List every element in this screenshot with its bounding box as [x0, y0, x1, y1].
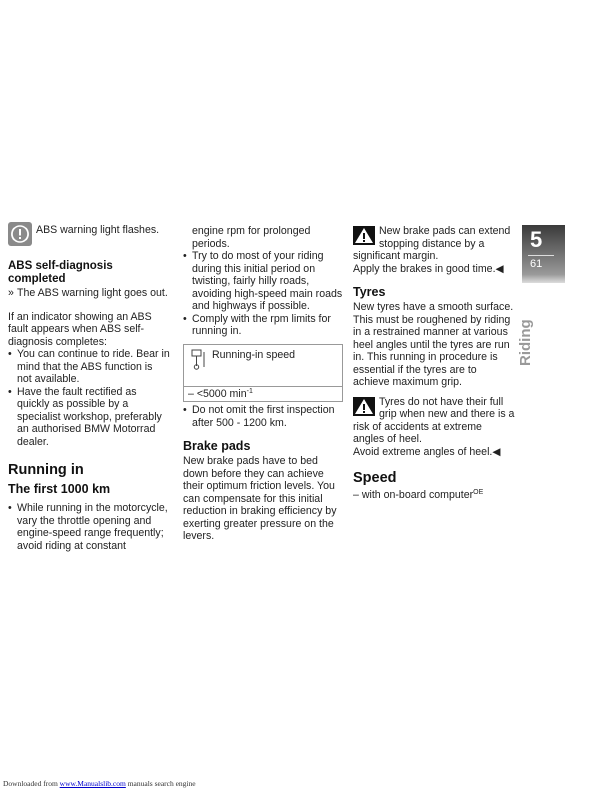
footer: [3, 778, 196, 791]
fault-intro: If an indicator showing an ABS fault appears when ABS self-diagnosis completes:: [8, 310, 152, 348]
selfdiag-result-text: The ABS warning light goes out.: [17, 287, 168, 299]
speed-text: [353, 489, 516, 502]
tyres-warning-text: Tyres do not have their full grip when new and there is a risk of accidents at extreme angles of heel.: [353, 395, 515, 445]
running-in-heading: Running in: [8, 462, 84, 478]
spec-unit-exponent: -1: [246, 387, 253, 395]
chapter-number: 5: [530, 227, 543, 252]
engine-piston-icon: [191, 349, 207, 375]
abs-warning-light-icon: [8, 222, 32, 246]
footer-suffix: manuals search engine: [125, 779, 196, 788]
spec-value: [184, 387, 342, 402]
tyres-text: New tyres have a smooth surface. This must be roughened by riding in a restrained manner at various heel angles until the tyres are run in. This running in procedure is essential if the tyres are to achieve maximum grip.: [353, 301, 514, 388]
inspection-list: [183, 404, 343, 429]
list-item: • Try to do most of your riding during this initial period on twisting, fairly hilly roads, avoiding high-speed main roads and highways if possible.: [183, 250, 343, 313]
speed-text-main: – with on-board computer: [353, 489, 474, 501]
brake-warning-text: New brake pads can extend stopping distance by a significant margin.: [353, 225, 511, 262]
column-2: [183, 225, 343, 543]
brake-advice: Apply the brakes in good time.◀: [353, 262, 504, 275]
warning-triangle-icon: [353, 226, 375, 245]
tyres-heading: Tyres: [353, 285, 386, 299]
section-label: Riding: [517, 319, 534, 366]
fault-list: [8, 348, 170, 448]
brake-pads-text: New brake pads have to bed down before they can achieve their optimum friction levels. You can compensate for this initial reduction in braking efficiency by exerting greater pressure on the levers.: [183, 455, 337, 542]
warning-triangle-icon: [353, 397, 375, 416]
chapter-tab: [522, 225, 565, 283]
column-3: [353, 225, 516, 502]
column-1: [8, 222, 170, 552]
brake-warning: [353, 225, 516, 263]
list-item: • Comply with the rpm limits for running in.: [183, 313, 343, 338]
tyres-advice: Avoid extreme angles of heel.◀: [353, 445, 501, 458]
list-item: • While running in the motorcycle, vary the throttle opening and engine-speed range frequently; avoid riding at constant: [8, 502, 170, 552]
selfdiag-result: » The ABS warning light goes out.: [8, 287, 168, 299]
first-1000-heading: The first 1000 km: [8, 482, 111, 496]
list-item: • Do not omit the first inspection after 500 - 1200 km.: [183, 404, 343, 429]
running-in-speed-spec: [183, 344, 343, 403]
spec-value-text: – <5000 min: [188, 387, 247, 400]
list-item: • You can continue to ride. Bear in mind that the ABS function is not available.: [8, 348, 170, 386]
tab-divider: [528, 255, 554, 256]
brake-pads-heading: Brake pads: [183, 439, 251, 453]
optional-equipment-mark: OE: [473, 489, 484, 496]
speed-heading: Speed: [353, 470, 397, 486]
spec-label: Running-in speed: [212, 348, 296, 361]
tyres-warning: [353, 396, 516, 446]
footer-prefix: Downloaded from: [3, 779, 60, 788]
abs-flash-text: ABS warning light flashes.: [36, 224, 160, 236]
list-item: • Have the fault rectified as quickly as possible by a specialist workshop, preferably an authorised BMW Motorrad dealer.: [8, 386, 170, 449]
selfdiag-heading: ABS self-diagnosis completed: [8, 260, 113, 285]
running-in-list-cont: [183, 250, 343, 338]
running-in-list: [8, 502, 170, 552]
continuation-text: engine rpm for prolonged periods.: [192, 225, 311, 250]
page-number: 61: [530, 258, 543, 270]
manualslib-link[interactable]: www.Manualslib.com: [59, 779, 126, 788]
